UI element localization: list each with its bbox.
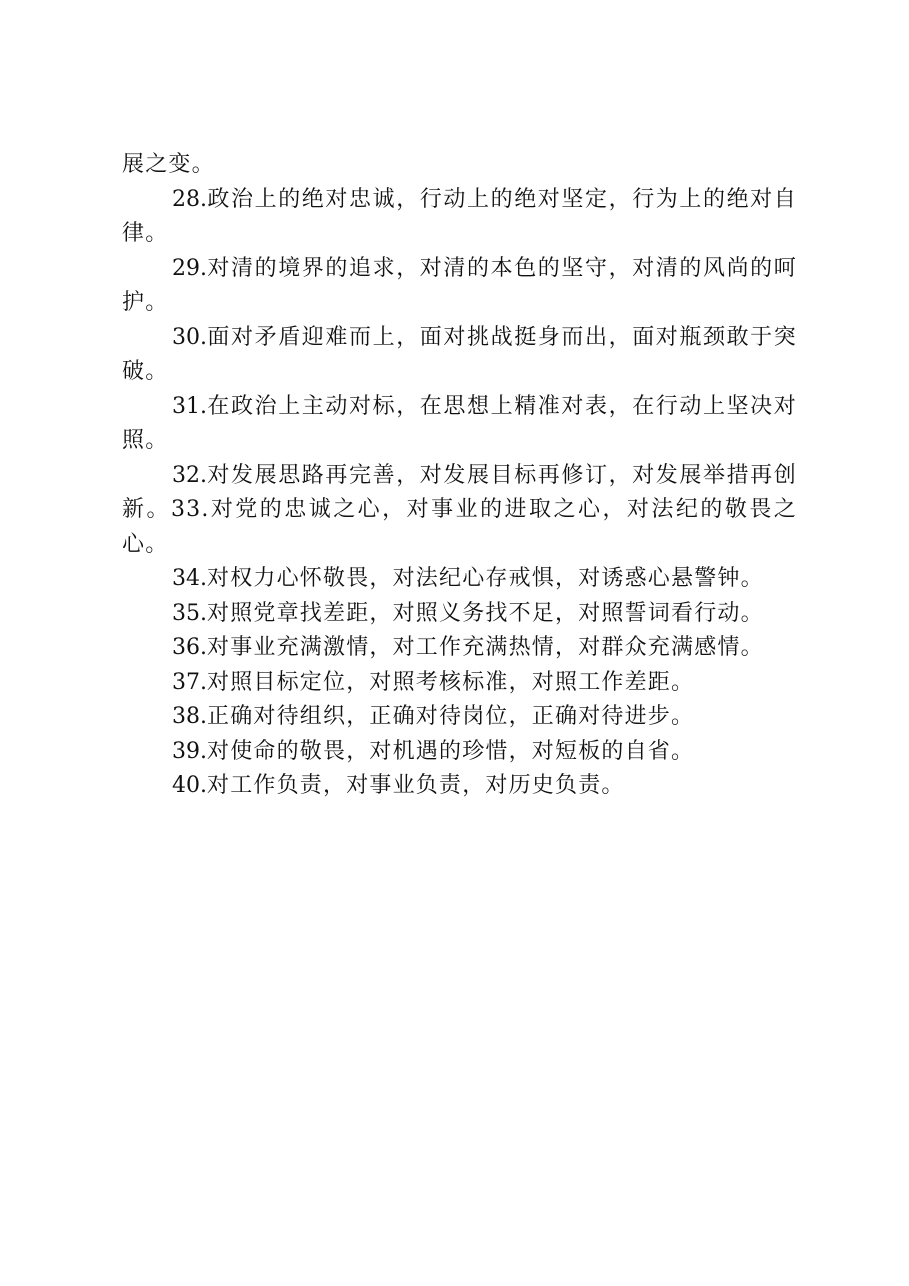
paragraph-28 [122,183,797,252]
paragraph-text: 对使命的敬畏，对机遇的珍惜，对短板的自省。 [207,738,695,764]
paragraph-number: 28. [172,186,207,212]
document-body [122,148,797,804]
paragraph-text: 对事业充满激情，对工作充满热情，对群众充满感情。 [207,635,764,660]
paragraph-number: 37. [172,669,207,695]
paragraph-number: 38. [172,704,207,729]
paragraph-38 [122,700,797,735]
paragraph-36 [122,631,797,666]
paragraph-text: 对权力心怀敬畏，对法纪心存戒惧，对诱惑心悬警钟。 [207,566,764,591]
paragraph-number: 31. [172,393,207,419]
paragraph-text: 对照目标定位，对照考核标准，对照工作差距。 [207,669,695,695]
paragraph-number: 32. [172,462,207,488]
paragraph-number: 36. [172,635,207,660]
paragraph-number: 34. [172,566,207,591]
paragraph-30 [122,321,797,390]
paragraph-continuation [122,148,797,183]
paragraph-text: 在政治上主动对标，在思想上精准对表，在行动上坚决对照。 [122,393,797,453]
paragraph-34 [122,562,797,597]
paragraph-31 [122,390,797,459]
paragraph-39 [122,735,797,770]
paragraph-29 [122,252,797,321]
paragraph-number: 35. [172,600,207,626]
paragraph-text: 对工作负责，对事业负责，对历史负责。 [207,773,625,798]
paragraph-text: 对发展思路再完善，对发展目标再修订，对发展举措再创新。33.对党的忠诚之心，对事业的进取之心，对法纪的敬畏之心。 [122,462,797,557]
paragraph-text: 正确对待组织，正确对待岗位，正确对待进步。 [207,704,695,729]
paragraph-text: 面对矛盾迎难而上，面对挑战挺身而出，面对瓶颈敢于突破。 [122,324,797,384]
paragraph-32 [122,459,797,563]
paragraph-text: 政治上的绝对忠诚，行动上的绝对坚定，行为上的绝对自律。 [122,186,797,246]
paragraph-number: 40. [172,773,207,798]
paragraph-35 [122,597,797,632]
paragraph-number: 30. [172,324,207,350]
paragraph-40 [122,769,797,804]
paragraph-number: 39. [172,738,207,764]
paragraph-number: 29. [172,255,207,281]
paragraph-text: 展之变。 [122,152,215,177]
paragraph-37 [122,666,797,701]
paragraph-text: 对照党章找差距，对照义务找不足，对照誓词看行动。 [207,600,764,626]
paragraph-text: 对清的境界的追求，对清的本色的坚守，对清的风尚的呵护。 [122,255,797,315]
